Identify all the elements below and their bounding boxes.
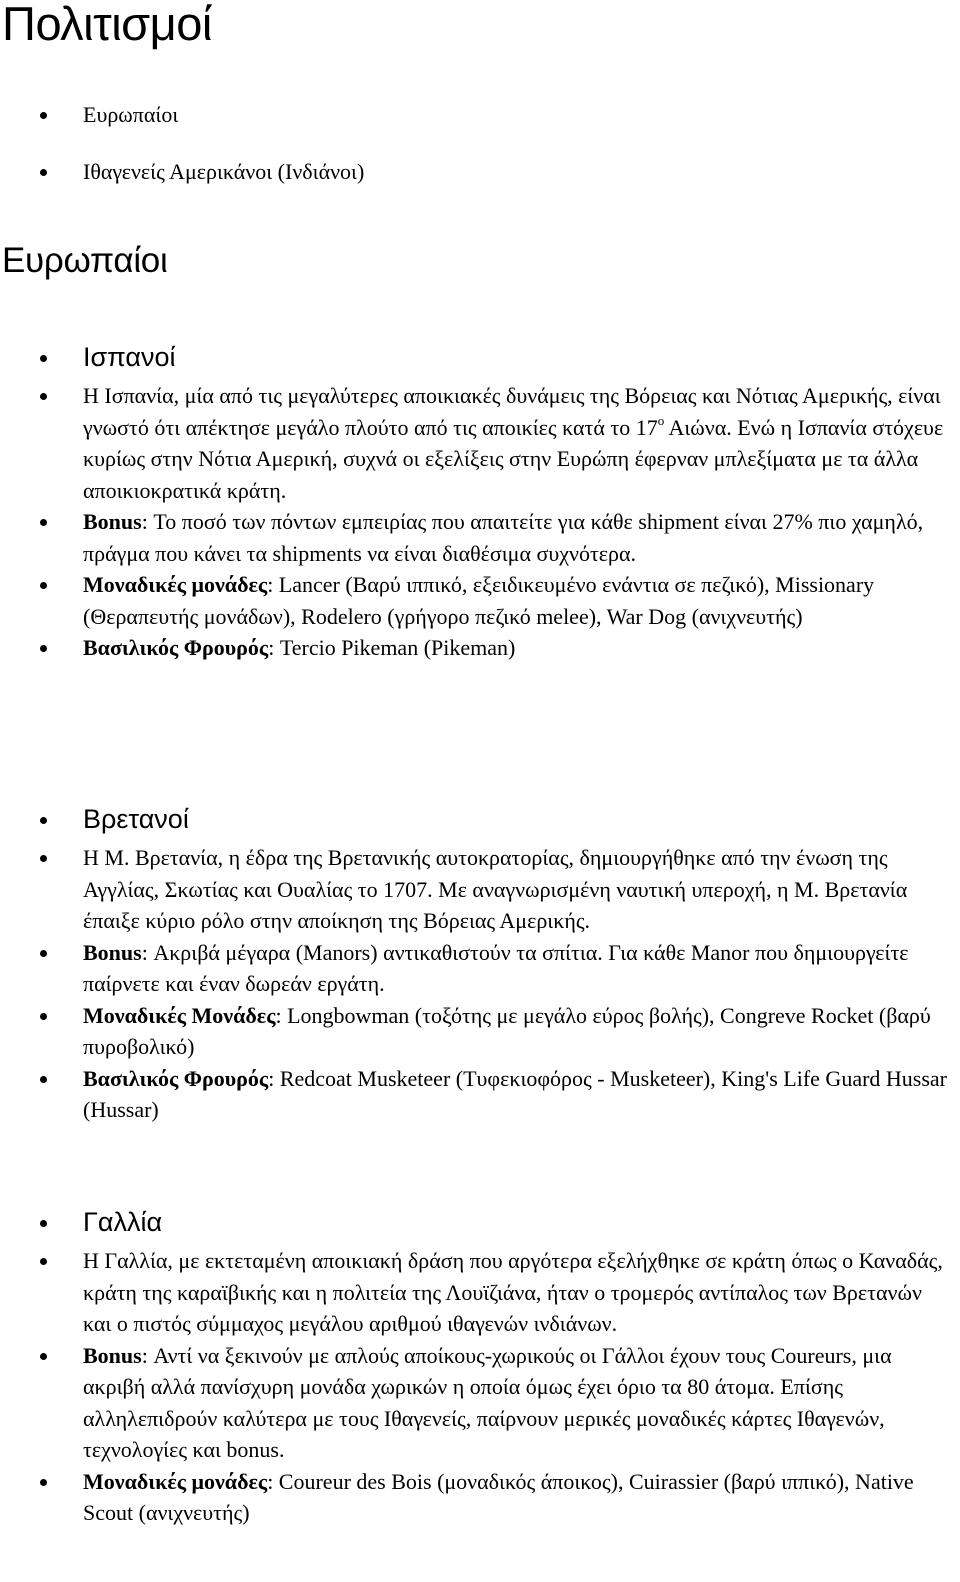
civ-fact-france-bonus [0,1340,960,1466]
fact-text: : Redcoat Musketeer (Τυφεκιοφόρος - Musketeer), King's Life Guard Hussar (Hussar) [83,1065,948,1122]
civ-description-spain [0,380,960,506]
fact-text: : Αντί να ξεκινούν με απλούς αποίκους-χωρικούς οι Γάλλοι έχουν τους Coureurs, μια ακριβή αλλά πανίσχυρη μονάδα χωρικών η οποία όμως έχει όριο τα 80 άτομα. Επίσης αλληλεπιδρούν καλύτερα με τους Ιθαγενείς, παίρνουν μερικές μοναδικές κάρτες Ιθαγενών, τεχνολογίες και bonus. [83,1342,892,1462]
fact-text: : Lancer (Βαρύ ιππικό, εξειδικευμένο ενάντια σε πεζικό), Missionary (Θεραπευτής μονάδων), Rodelero (γρήγορο πεζικό melee), War Dog (ανιχνευτής) [83,572,875,629]
fact-label: Bonus [83,509,142,534]
civ-list [0,340,960,664]
civ-fact-spain-bonus [0,506,960,569]
civ-list-britain [0,802,960,1126]
nav-list [0,99,960,187]
civ-list-france [0,1205,960,1529]
nav-item-europeans[interactable]: Ευρωπαίοι [0,99,960,131]
nav-item-natives[interactable]: Ιθαγενείς Αμερικάνοι (Ινδιάνοι) [0,156,960,188]
fact-text: : Coureur des Bois (μοναδικός άποικος), Cuirassier (βαρύ ιππικό), Native Scout (ανιχνευτής) [83,1468,914,1525]
description-text: Η Ισπανία, μία από τις μεγαλύτερες αποικιακές δυνάμεις της Βόρειας και Νότιας Αμερικής, είναι γνωστό ότι απέκτησε μεγάλο πλούτο από τις αποικίες κατά το 17 [83,383,941,440]
civ-description-britain: Η Μ. Βρετανία, η έδρα της Βρετανικής αυτοκρατορίας, δημιουργήθηκε από την ένωση της Αγγλίας, Σκωτίας και Ουαλίας το 1707. Με αναγνωρισμένη ναυτική υπεροχή, η Μ. Βρετανία έπαιξε κύριο ρόλο στην αποίκηση της Βόρειας Αμερικής. [0,842,960,937]
civ-fact-spain-units [0,569,960,632]
section-title: Ευρωπαίοι [2,241,168,280]
civ-heading-spain: Ισπανοί [0,340,960,380]
fact-label: Bonus [83,939,142,965]
civ-fact-spain-guard [0,632,960,664]
fact-label: Μοναδικές μονάδες [83,572,268,597]
fact-text: : Longbowman (τοξότης με μεγάλο εύρος βολής), Congreve Rocket (βαρύ πυροβολικό) [83,1002,931,1059]
civ-description-france: Η Γαλλία, με εκτεταμένη αποικιακή δράση που αργότερα εξελήχθηκε σε κράτη όπως ο Καναδάς, κράτη της καραϊβικής και η πολιτεία της Λουϊζιάνα, ήταν ο τρομερός αντίπαλος των Βρετανών και ο πιστός σύμμαχος μεγάλου αριθμού ιθαγενών ινδιάνων. [0,1245,960,1340]
fact-label: Βασιλικός Φρουρός [83,1065,269,1091]
civ-heading-france: Γαλλία [0,1205,960,1245]
civ-heading-britain: Βρετανοί [0,802,960,842]
fact-label: Μοναδικές μονάδες [83,1468,268,1494]
ordinal-superscript: ο [657,412,665,428]
fact-label: Βασιλικός Φρουρός [83,635,269,660]
civ-fact-france-units [0,1466,960,1529]
fact-label: Μοναδικές Μονάδες [83,1002,276,1028]
civ-fact-britain-guard [0,1063,960,1126]
fact-label: Bonus [83,1342,142,1368]
fact-text: : Ακριβά μέγαρα (Manors) αντικαθιστούν τα σπίτια. Για κάθε Manor που δημιουργείτε παίρνετε και έναν δωρεάν εργάτη. [83,939,909,996]
civ-fact-britain-bonus [0,937,960,1000]
fact-text: : Το ποσό των πόντων εμπειρίας που απαιτείτε για κάθε shipment είναι 27% πιο χαμηλό, πράγμα που κάνει τα shipments να είναι διαθέσιμα συχνότερα. [83,509,924,566]
civ-fact-britain-units [0,1000,960,1063]
description-text-continued: Αιώνα. Ενώ η Ισπανία στόχευε κυρίως στην Νότια Αμερική, συχνά οι εξελίξεις στην Ευρώπη έφερναν μπλεξίματα με τα άλλα αποικιοκρατικά κράτη. [83,414,944,503]
fact-text: : Tercio Pikeman (Pikeman) [268,635,516,660]
page-title: Πολιτισμοί [2,0,212,50]
